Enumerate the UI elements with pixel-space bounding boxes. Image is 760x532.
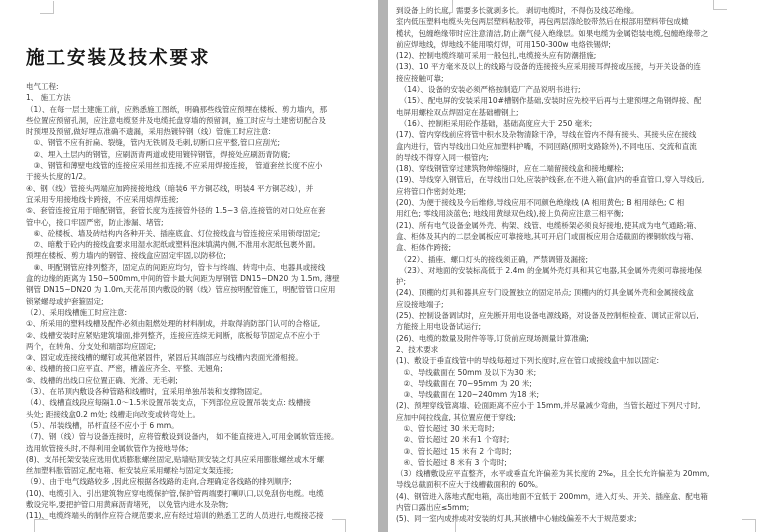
text-line: ①、管长超过 30 米无弯时; <box>396 423 495 433</box>
text-line: 盒内进行，管内导线出口处应加塑料护嘴，不同回路(照明支路除外),不同电压、交流和直流 <box>396 141 697 151</box>
text-line: 电气工程: <box>26 82 59 91</box>
text-line: ⑤、套管连接宜用于暗配钢管，套管长度为连接管外径的 1.5~3 倍,连接管的对口处应在套 <box>26 206 326 216</box>
text-boundary-mark-page1-bottom-left <box>34 519 48 532</box>
text-line: (2)、预埋穿线管离墙、砼面距离不应小于 15mm,并尽量减少弯曲，当管长超过下列尺寸时, <box>396 401 701 411</box>
text-line: 预埋在楼板、剪力墙内的钢管、接线盒应固定牢固,以防移位; <box>26 251 226 261</box>
page-1-content <box>26 44 371 522</box>
text-line: （7)、钢（线）管与设备连接时，应将管敷设到设备内， 如不能直接进入,可用金属软管连接。 <box>26 432 339 442</box>
text-line: 电屏用螺栓双点焊固定在基础槽钢上; <box>396 107 519 117</box>
document-page-1 <box>0 0 378 532</box>
text-line: ②、管长超过 20 米有1 个弯时; <box>396 435 510 445</box>
text-line: 护; <box>396 277 407 287</box>
text-line: 2、技术要求 <box>396 344 439 354</box>
text-line: 钢管 DN15~DN20 为 1.0m,天花吊顶内敷设的钢（线）管应按明配管施工，明配管管口应用 <box>26 285 336 295</box>
text-line: (19)、导线穿入钢管后，在导线出口处,应装护线套,在不进入箱(盒)内的垂直管口,穿入导线后, <box>396 175 705 185</box>
text-line: (12)、控制电缆终端可采用一般包扎,电缆接头应有防潮措施; <box>396 51 597 61</box>
text-line: ⑦、暗敷于砼内的接线盒要求用湿水泥纸或塑料泡沫填满内侧,不准用水泥纸包裹外面。 <box>26 240 321 250</box>
text-line: 到设备上的长度，需要多长就剥多长。 剥切电缆时，不得伤及线芯绝缘。 <box>396 6 639 15</box>
text-line: （5）、吊装线槽，吊杆直径不应小于 6 mm。 <box>26 420 179 430</box>
text-line: （16）、控制柜采用砼作基础，基础高度应大于 250 毫米; <box>396 118 593 128</box>
text-line: (18)、穿线钢管穿过建筑物伸缩缝时，应在二端留接线盒和接地螺栓; <box>396 164 624 174</box>
text-line: ⑧、明配钢管应排列整齐，固定点的间距应均匀，管卡与终端、转弯中点、电器具或接线 <box>26 262 326 272</box>
text-line: 盒、柜体作跨接; <box>396 243 452 253</box>
text-line: 于接头长度的1/2。 <box>26 172 91 182</box>
text-line: ③、导线截面在 120~240mm 为18 米; <box>396 390 539 400</box>
text-boundary-mark-page2-top-left <box>439 0 453 13</box>
text-line: (20)、为便于接线及今后维修,导线应用不同颜色绝缘线 (A 相用黄色; B 相用绿色; C 相 <box>396 198 685 208</box>
text-line: 方能接上用电设备试运行; <box>396 322 482 332</box>
text-line: 时预埋及预留,做好埋点准确不遗漏，采用热镀锌钢（线）管施工时应注意: <box>26 127 271 137</box>
text-line: （9）、由于电气线路较多 ,因此应根据各线路的走向,合理确定各线路的排列顺序; <box>26 477 292 487</box>
text-line: ②、线槽安装时应紧贴建筑墙面,排列整齐，连接应连续无间断，底板每节固定点不应小于 <box>26 330 321 340</box>
text-line: ①、所采用的塑料线槽及配件必须由阻燃处理的材料制成，并取得消防部门认可的合格证, <box>26 319 321 329</box>
text-line: 1、 施工方法 <box>26 93 71 103</box>
page-2-content <box>396 5 756 525</box>
text-boundary-mark-page2-top-right <box>713 0 727 10</box>
text-boundary-mark-page1-top-left <box>40 1 54 14</box>
text-line: (26)、电缆的数量及附件等等,订货前应现场测量计算准确; <box>396 333 589 343</box>
text-line: 内管口露出应≤5mm; <box>396 503 470 513</box>
text-line: （22）、插座、螺口灯头的接线须正确，严禁调错及漏接; <box>396 254 589 264</box>
text-line: （4）、线槽直线段应每隔1.0～1.5米设置吊装支点，下列部位应设置吊装支点: 线槽接 <box>26 398 311 408</box>
text-line: 应加中间拉线盒, 其位置应便于穿线; <box>396 412 516 422</box>
text-boundary-mark-page1-bottom-right <box>332 519 346 532</box>
text-line: （3）线槽敷设应平直整齐，水平或垂直允许偏差为其长度的 2‰，且全长允许偏差为 20mm, <box>396 469 710 479</box>
text-line: (5)、同一室内成排成对安装的灯具,其嵌槽中心轴线偏差不大于规范要求; <box>396 514 637 524</box>
text-line: 些位置应预留孔洞，应注意电缆竖井及电缆托盘穿墙的预留洞，施工时应与土建密切配合及 <box>26 115 326 125</box>
text-line: (21)、所有电气设备金属外壳、构架、线管、电缆桥架必须良好接地,使其成为电气通路;箱、 <box>396 220 702 230</box>
text-line: 榄状，包缠绝缘带时应注意清洁,防止潮气侵入绝缘层。如果电缆为金属铠装电缆,包缠绝缘带之 <box>396 28 709 38</box>
text-line: (11)、电缆终端头的制作应符合规范要求,应有经过培训的熟悉工艺的人员进行,电缆接芯接 <box>26 511 324 521</box>
text-line: 两个，在转角、分支处和端部均应固定; <box>26 341 157 351</box>
text-line: 前应焊地线，焊地线不能用喷灯焊，可用150-300w 电烙铁锡焊; <box>396 39 611 49</box>
text-line: ④、钢（线）管接头两端应加跨接接地线（暗装6 平方铜芯线，明装4 平方铜芯线），并 <box>26 183 314 193</box>
page-1-text-block <box>26 81 371 522</box>
text-line: 接应接触可靠; <box>396 73 444 83</box>
document-title: 施工安装及技术要求 <box>26 48 211 69</box>
text-line: （14）、设备的安装必须严格按制造厂产品说明书进行; <box>396 85 581 95</box>
text-line: （15）、配电屏的安装采用10#槽钢作基础,安装时应先校平后再与土建预埋之角钢焊接、配 <box>396 96 702 106</box>
text-line: ⑥、砼楼板、墙及砖结构内各种开关、插座底盒、灯位接线盒与管连接应采用锁母固定; <box>26 228 321 238</box>
text-line: 锁紧螺母或护套箍固定; <box>26 296 104 306</box>
text-line: 用红色; 零线用淡蓝色; 地线用黄绿双色线),接上负荷应注意三相平衡; <box>396 209 624 219</box>
text-line: 盒、柜体及其内的二层金属板应可靠接地,其可开启门或面板应用合适截面的裸铜软线与箱、 <box>396 231 699 241</box>
text-line: ③、管长超过 15 米有 2 个弯时; <box>396 446 512 456</box>
text-line: ④、管长超过 8 米有 3 个弯时; <box>396 457 507 467</box>
text-boundary-mark-page2-bottom-right <box>742 519 756 532</box>
text-line: ①、导线截面在 50mm 及以下为30 米; <box>396 367 537 377</box>
text-line: ④、线槽的接口应平直、严密，槽盖应齐全、平整、无翘角; <box>26 364 223 374</box>
text-line: (17)、管内穿线前应将管中积水及杂物清除干净，导线在管内不得有接头、其接头应在接线 <box>396 130 697 140</box>
text-line: 的导线不得穿入同一根管内; <box>396 152 489 162</box>
text-line: 选用软管接头时,不得利用金属软管作为接地导体; <box>26 443 189 453</box>
page-2-text-block <box>396 5 756 525</box>
text-line: (4)、钢管进入落地式配电箱，高出地面不宜低于 200mm，进入灯头、开关、插座盒、配电箱 <box>396 491 708 501</box>
text-line: 宜采用专用接地线卡跨接，不应采用熔焊连接; <box>26 194 179 204</box>
text-line: 室内低压塑料电缆头先包两层塑料粘胶带，再包两层涤纶胶带然后在根部用塑料带包成橄 <box>396 17 689 27</box>
text-line: ③、钢管和薄壁电线管的连接应采用丝扣连接,不应采用焊接连接， 管道套丝长度不应小 <box>26 161 323 171</box>
text-line: 应设接地端子; <box>396 299 444 309</box>
text-line: 头处; 距接线盒0.2 m处; 线槽走向改变或转弯处上。 <box>26 409 200 419</box>
text-line: ②、埋入土层内的钢管，应刷沥青两道或使用镀锌钢管，焊接处应刷沥青防腐; <box>26 149 291 159</box>
text-line: (25)、控制设备调试时，应先断开用电设备电源线路，对设备及控制柜检查、调试正常以后, <box>396 311 699 321</box>
text-line: 应将管口作密封处理; <box>396 186 467 196</box>
text-line: 盒的边缘的距离为 150~500mm,中间的管卡最大间距为厚钢管 DN15~DN20 为 1.5m, 薄壁 <box>26 274 340 284</box>
text-line: (10)、电缆引入、引出建筑物应穿电缆保护管,保护管两端要打喇叭口,以免刮伤电缆。电缆 <box>26 488 324 498</box>
text-line: ①、钢管不应有折扁、裂缝，管内无铁屑及毛刺,切断口应平整,管口应刮光; <box>26 138 281 148</box>
text-line: （23）、对地面的安装标高低于 2.4m 的金属外壳灯具和其它电器,其金属外壳须可靠接地保 <box>396 265 702 275</box>
document-page-2 <box>388 0 760 532</box>
text-line: 敷设完毕,要把护管口用黄麻沥青堵死， 以免管内进水及杂物; <box>26 499 229 509</box>
text-line: ②、导线截面在 70~95mm 为 20 米; <box>396 378 532 388</box>
text-line: （1）、在每一层土建施工前，应熟悉施工图纸，明确那些线管应预埋在楼板、剪力墙内，那 <box>26 104 328 114</box>
text-line: 丝加塑料胀管固定,配电箱、柜安装应采用螺栓与固定支架连接; <box>26 466 234 476</box>
text-line: (8)、支吊托架安装应选用优质膨胀螺丝固定,贴墙贴顶安装之灯具应采用膨胀螺丝或木牙螺 <box>26 454 325 464</box>
text-line: (13)、10 平方毫米及以上的线路与设备的连接接头应采用接耳焊接或压接，与开关设备的连 <box>396 62 701 72</box>
text-line: (24)、顶棚的灯具和器具应专门设置独立的固定吊点; 顶棚内的灯具金属外壳和金属接线盒 <box>396 288 694 298</box>
text-boundary-mark-page2-bottom-left <box>455 519 469 532</box>
text-line: ⑤、线槽的出线口应位置正确、光滑、无毛刺; <box>26 375 178 385</box>
text-line: (1)、敷设于垂直线管中的导线每超过下列长度时,应在管口或接线盒中加以固定: <box>396 356 660 366</box>
text-line: 导线总截面积不应大于线槽截面积的 60%。 <box>396 480 543 490</box>
text-line: ③、固定或连接线槽的螺钉或其他紧固件，紧固后其端部应与线槽内表面光滑相接。 <box>26 353 303 363</box>
text-line: （2）、采用线槽施工时应注意: <box>26 307 128 317</box>
text-line: （3）、在吊顶内敷设各种管路和线槽时，宜采用单独吊装和支撑物固定。 <box>26 387 268 397</box>
text-line: 管中心，接口牢固严密，防止渗漏、堵管; <box>26 217 164 227</box>
